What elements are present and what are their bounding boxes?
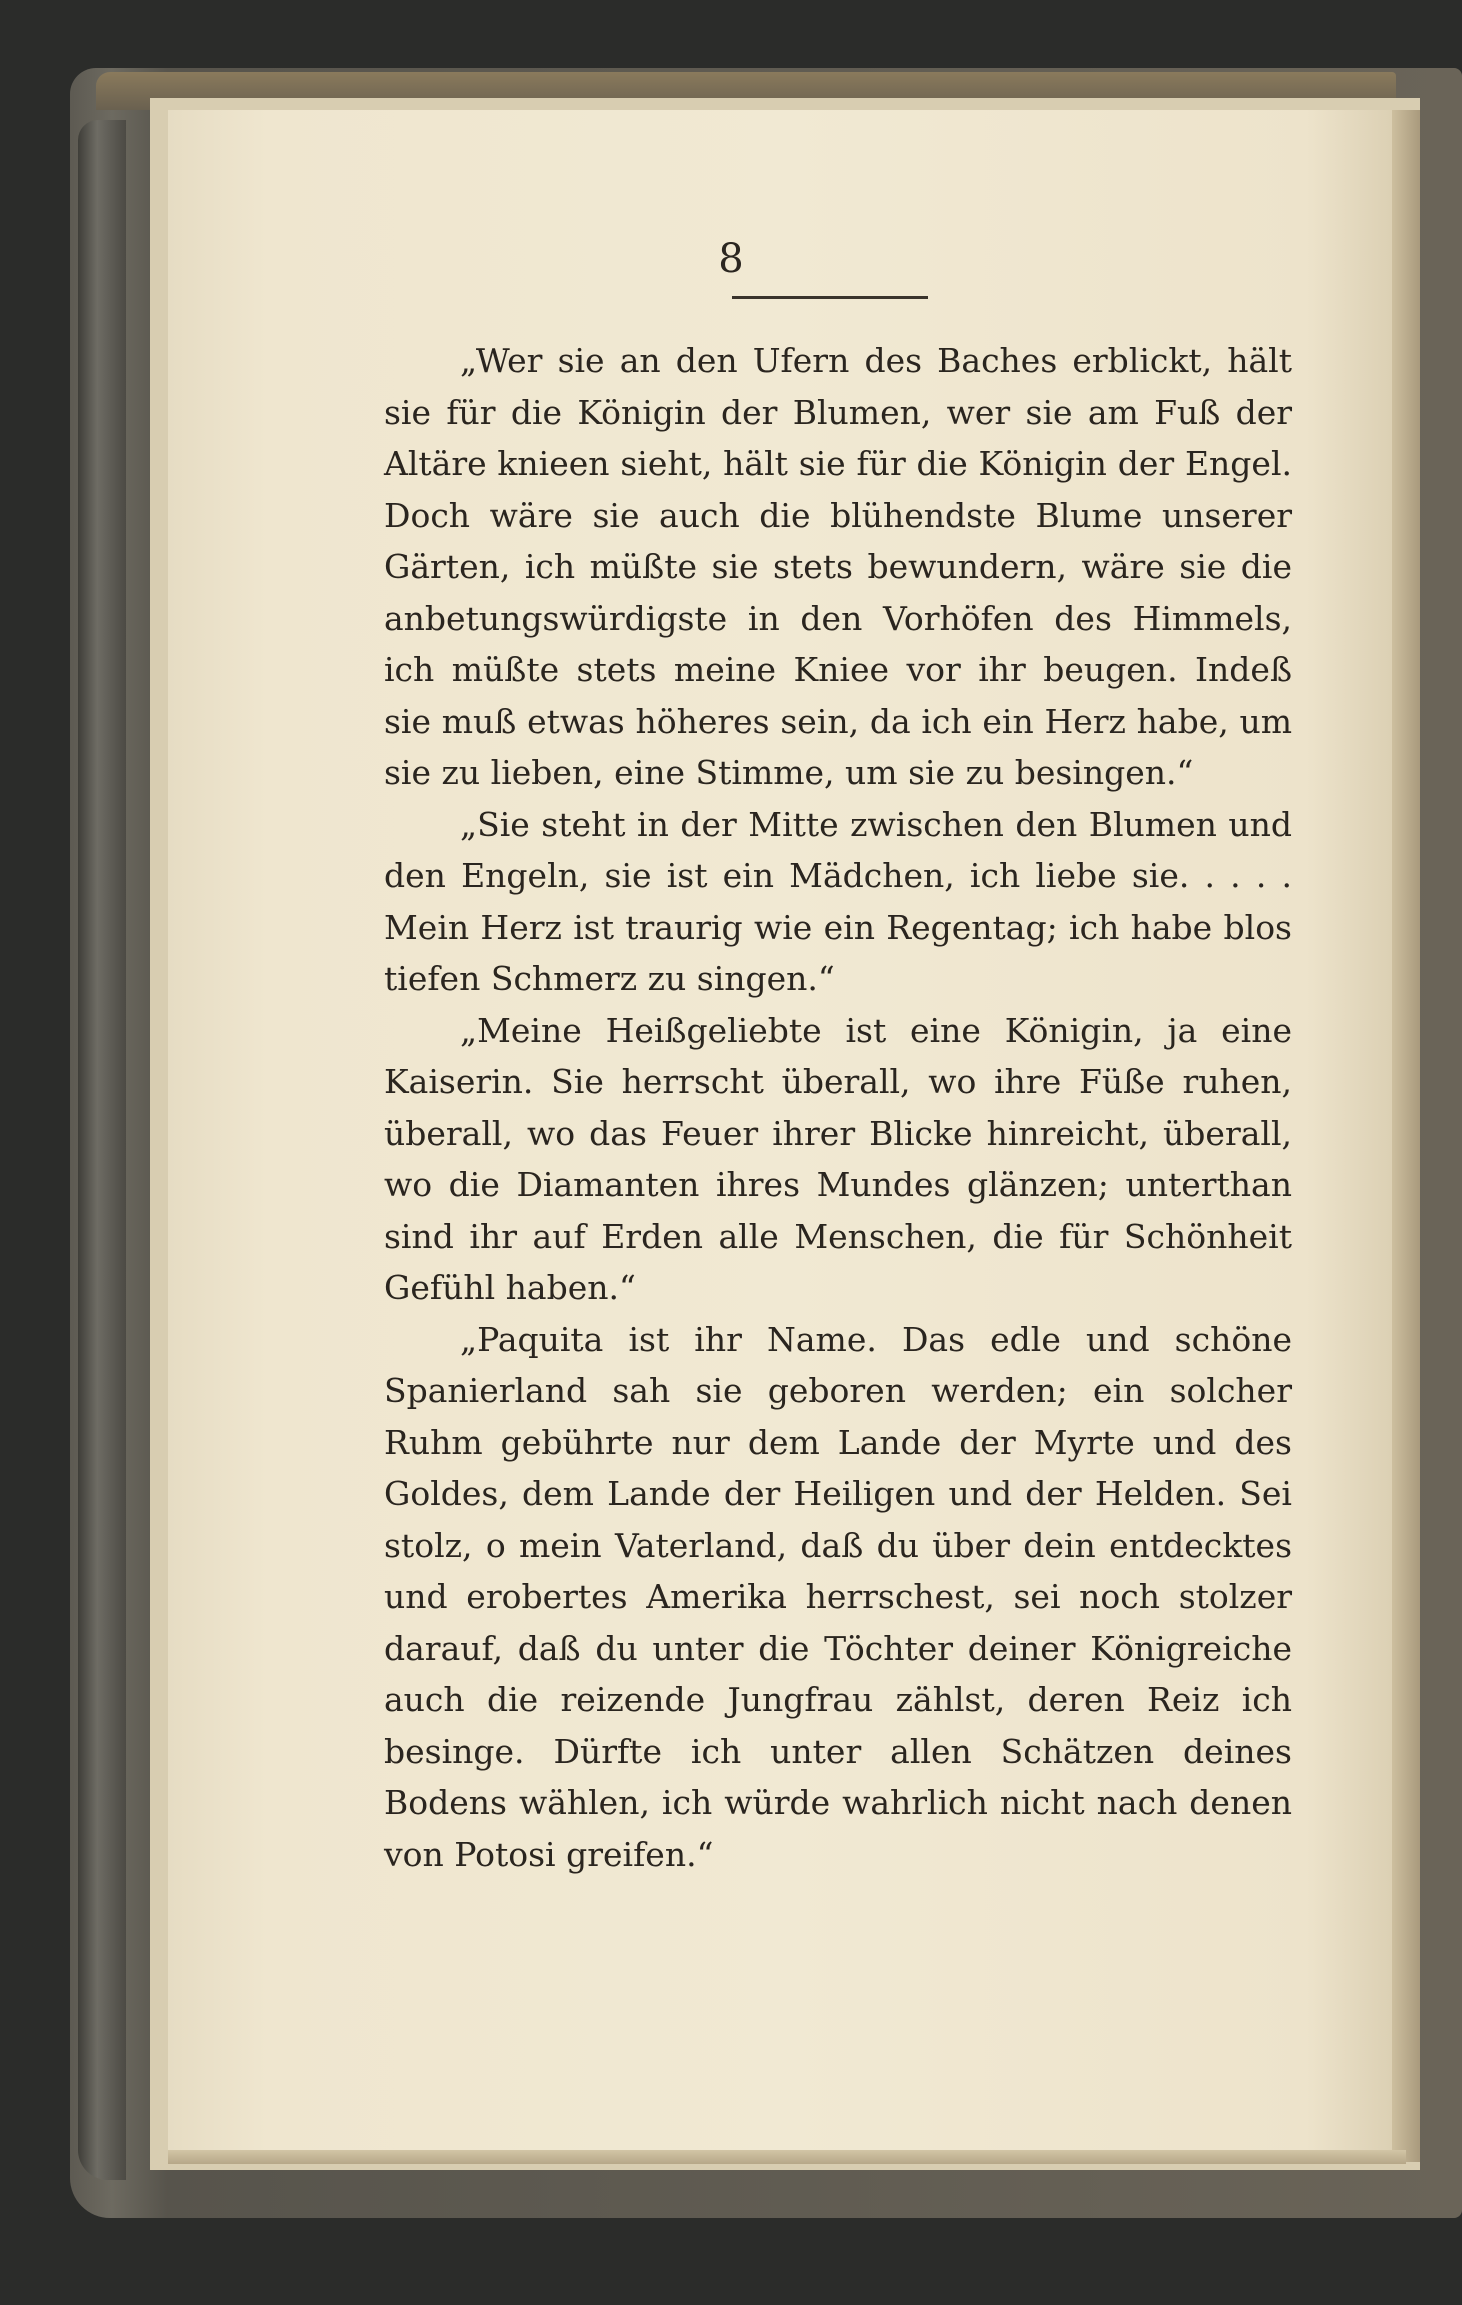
header-rule	[732, 296, 928, 299]
book-spine	[78, 120, 126, 2180]
paragraph-4: „Paquita ist ihr Name. Das edle und schöne Spanierland sah sie geboren werden; ein solcher Ruhm gebührte nur dem Lande der Myrte und des Goldes, dem Lande der Heiligen und der Helden. Sei stolz, o mein Vaterland, daß du über dein entdecktes und erobertes Amerika herrschest, sei noch stolzer darauf, daß du unter die Töchter deiner Königreiche auch die reizende Jungfrau zählst, deren Reiz ich besinge. Dürfte ich unter allen Schätzen deines Bodens wählen, ich würde wahrlich nicht nach denen von Potosi greifen.“	[384, 1319, 1292, 1874]
paragraph-3: „Meine Heißgeliebte ist eine Königin, ja eine Kaiserin. Sie herrscht überall, wo ihre Füße ruhen, überall, wo das Feuer ihrer Blicke hinreicht, überall, wo die Diamanten ihres Mundes glänzen; unterthan sind ihr auf Erden alle Menschen, die für Schönheit Gefühl haben.“	[384, 1010, 1292, 1307]
page-number: 8	[718, 236, 744, 282]
body-text	[384, 335, 1292, 1880]
paragraph-2: „Sie steht in der Mitte zwischen den Blumen und den Engeln, sie ist ein Mädchen, ich liebe sie. . . . . Mein Herz ist traurig wie ein Regentag; ich habe blos tiefen Schmerz zu singen.“	[384, 804, 1292, 998]
paragraph-1: „Wer sie an den Ufern des Baches erblickt, hält sie für die Königin der Blumen, wer sie am Fuß der Altäre knieen sieht, hält sie für die Königin der Engel. Doch wäre sie auch die blühendste Blume unserer Gärten, ich müßte sie stets bewundern, wäre sie die anbetungswürdigste in den Vorhöfen des Himmels, ich müßte stets meine Kniee vor ihr beugen. Indeß sie muß etwas höheres sein, da ich ein Herz habe, um sie zu lieben, eine Stimme, um sie zu besingen.“	[384, 341, 1292, 792]
page-bottom-edge	[168, 2150, 1406, 2164]
page-edge-shadow	[1392, 110, 1420, 2162]
